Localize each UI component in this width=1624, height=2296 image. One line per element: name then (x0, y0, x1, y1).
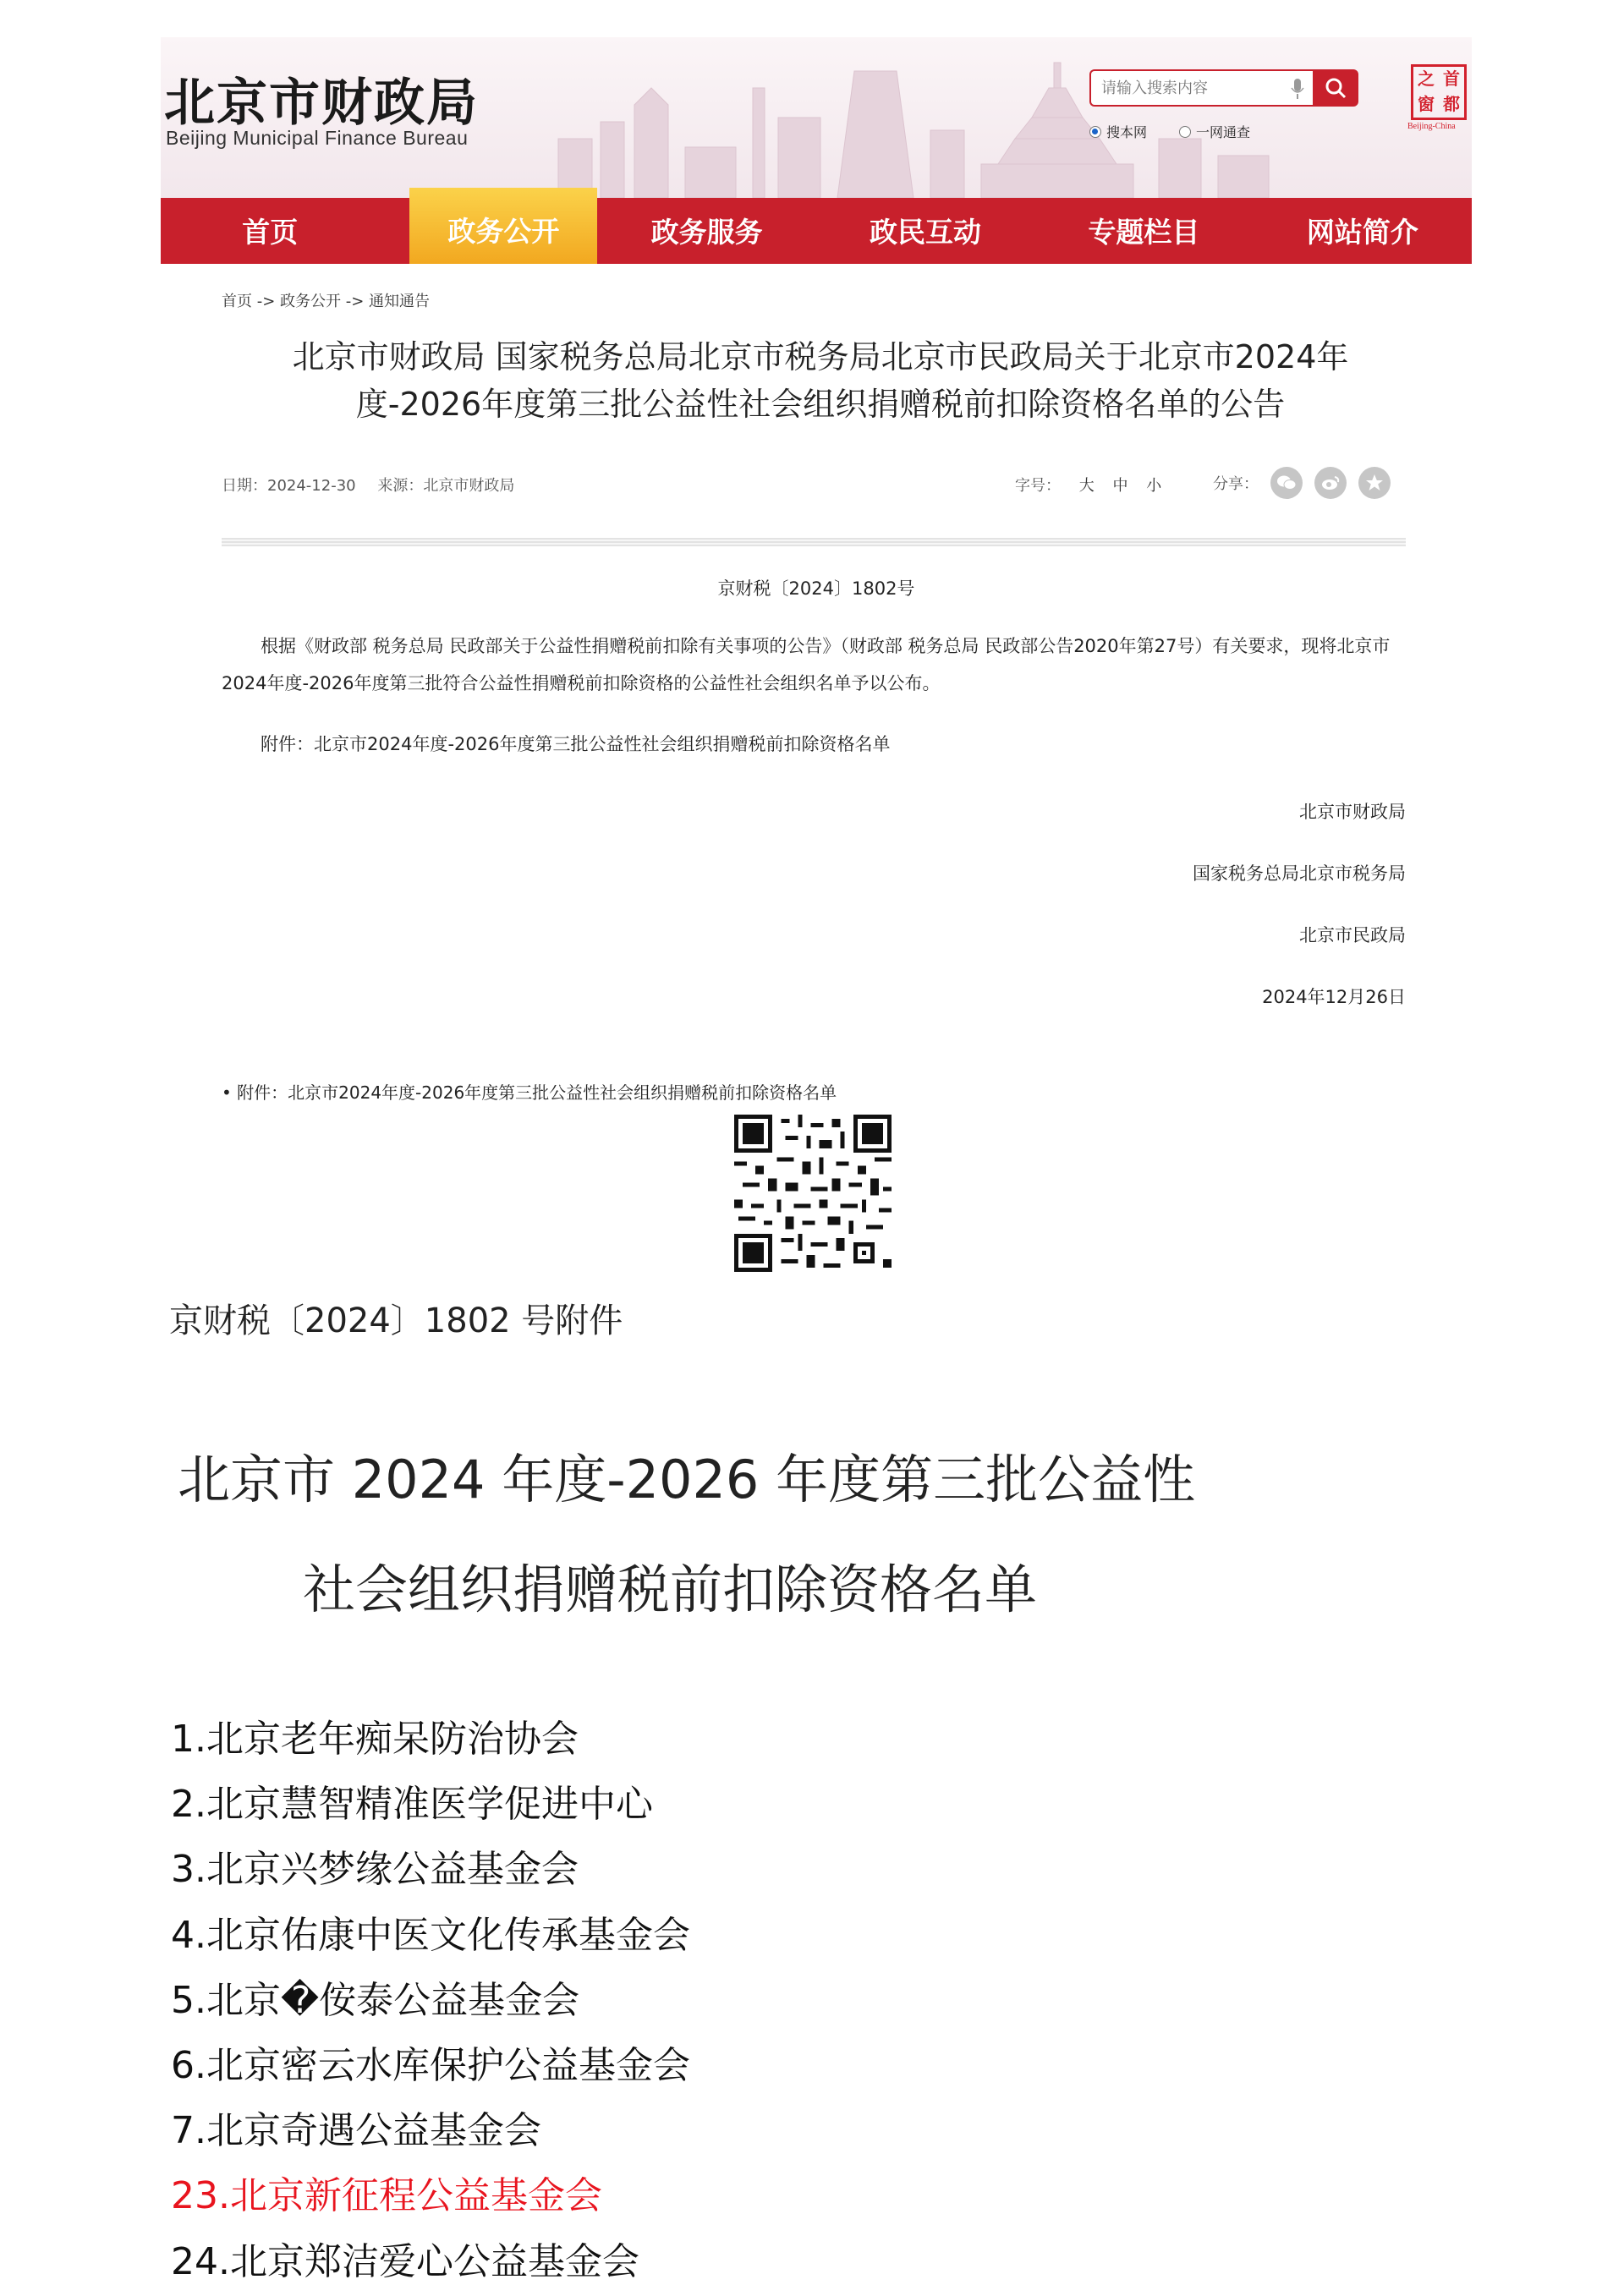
skyline-graphic (541, 37, 1353, 198)
divider (222, 538, 1406, 546)
list-item: 3.北京兴梦缘公益基金会 (171, 1848, 579, 1892)
font-size-large[interactable]: 大 (1078, 477, 1095, 495)
scope-radio-site[interactable] (1089, 126, 1101, 138)
article-meta (222, 474, 514, 496)
capital-window-seal[interactable] (1411, 64, 1467, 120)
font-size-small[interactable]: 小 (1146, 477, 1162, 495)
document-title-line: 北京市 2024 年度-2026 年度第三批公益性 (178, 1449, 1196, 1510)
nav-item-interaction[interactable]: 政民互动 (870, 216, 982, 249)
search-button[interactable] (1313, 69, 1358, 107)
weibo-share-icon[interactable] (1314, 467, 1347, 499)
article-title (245, 333, 1396, 428)
share-bar (1213, 467, 1391, 499)
scope-label-all: 一网通查 (1196, 124, 1251, 140)
site-logo-en: Beijing Municipal Finance Bureau (166, 127, 469, 149)
share-label: 分享： (1213, 475, 1259, 493)
list-item: 2.北京慧智精准医学促进中心 (171, 1783, 653, 1827)
attachment-heading: 京财税〔2024〕1802 号附件 (169, 1301, 623, 1340)
scope-label-site: 搜本网 (1106, 124, 1148, 140)
organization-list (171, 1707, 690, 2294)
nav-item-topics[interactable]: 专题栏目 (1088, 216, 1200, 249)
site-header (161, 37, 1472, 198)
nav-item-home[interactable]: 首页 (242, 216, 299, 249)
search-scope (1089, 122, 1250, 141)
document-title-line: 社会组织捐赠税前扣除资格名单 (303, 1559, 1038, 1620)
wechat-share-icon[interactable] (1270, 467, 1303, 499)
search-box (1089, 69, 1313, 107)
main-nav (161, 198, 1472, 264)
signature-date: 2024年12月26日 (1262, 987, 1406, 1007)
scope-radio-all[interactable] (1179, 126, 1191, 138)
signature-tax-bureau: 国家税务总局北京市税务局 (1193, 863, 1406, 884)
signature-civil-affairs: 北京市民政局 (1299, 925, 1406, 945)
font-size-medium[interactable]: 中 (1112, 477, 1128, 495)
microphone-icon[interactable] (1291, 78, 1304, 100)
article-title-line: 度-2026年度第三批公益性社会组织捐赠税前扣除资格名单的公告 (355, 386, 1286, 423)
seal-char: 首 (1443, 68, 1460, 89)
list-item: 7.北京奇遇公益基金会 (171, 2109, 541, 2153)
list-item: 24.北京郑洁爱心公益基金会 (171, 2239, 639, 2283)
nav-item-gov-info[interactable]: 政务公开 (409, 188, 597, 264)
seal-char: 之 (1418, 68, 1435, 89)
document-number: 京财税〔2024〕1802号 (717, 578, 915, 599)
list-item: 6.北京密云水库保护公益基金会 (171, 2043, 690, 2087)
seal-caption: Beijing-China (1407, 122, 1456, 131)
article-date: 日期：2024-12-30 (222, 477, 356, 495)
site-logo-cn[interactable]: 北京市财政局 (164, 74, 479, 133)
nav-item-gov-service[interactable]: 政务服务 (650, 216, 763, 249)
attachment-note: 附件：北京市2024年度-2026年度第三批公益性社会组织捐赠税前扣除资格名单 (261, 734, 891, 754)
signature-finance-bureau: 北京市财政局 (1299, 802, 1406, 822)
article-body: 根据《财政部 税务总局 民政部关于公益性捐赠税前扣除有关事项的公告》（财政部 税务总局 民政部公告2020年第27号）有关要求，现将北京市2024年度-2026年度第三批符合公益性捐赠税前扣除资格的公益性社会组织名单予以公布。 (222, 636, 1391, 693)
font-size-label: 字号： (1015, 477, 1061, 495)
attachment-link[interactable]: • 附件：北京市2024年度-2026年度第三批公益性社会组织捐赠税前扣除资格名单 (222, 1082, 837, 1103)
list-item: 1.北京老年痴呆防治协会 (171, 1718, 579, 1761)
seal-char: 窗 (1418, 94, 1435, 114)
website-frame (161, 37, 1472, 1297)
list-item: 5.北京�侒泰公益基金会 (171, 1978, 580, 2022)
qr-code-icon (734, 1115, 892, 1272)
font-size-control (1015, 474, 1161, 496)
breadcrumb[interactable]: 首页 -> 政务公开 -> 通知通告 (222, 293, 431, 310)
article-source: 来源：北京市财政局 (377, 477, 515, 495)
list-item-highlighted: 23.北京新征程公益基金会 (171, 2174, 602, 2218)
article-title-line: 北京市财政局 国家税务总局北京市税务局北京市民政局关于北京市2024年 (292, 338, 1349, 375)
seal-char: 都 (1443, 94, 1460, 114)
list-item: 4.北京佑康中医文化传承基金会 (171, 1913, 690, 1957)
search-input[interactable] (1100, 71, 1272, 105)
nav-item-about[interactable]: 网站简介 (1306, 216, 1418, 249)
favorite-share-icon[interactable] (1358, 467, 1391, 499)
search-icon (1325, 77, 1347, 99)
